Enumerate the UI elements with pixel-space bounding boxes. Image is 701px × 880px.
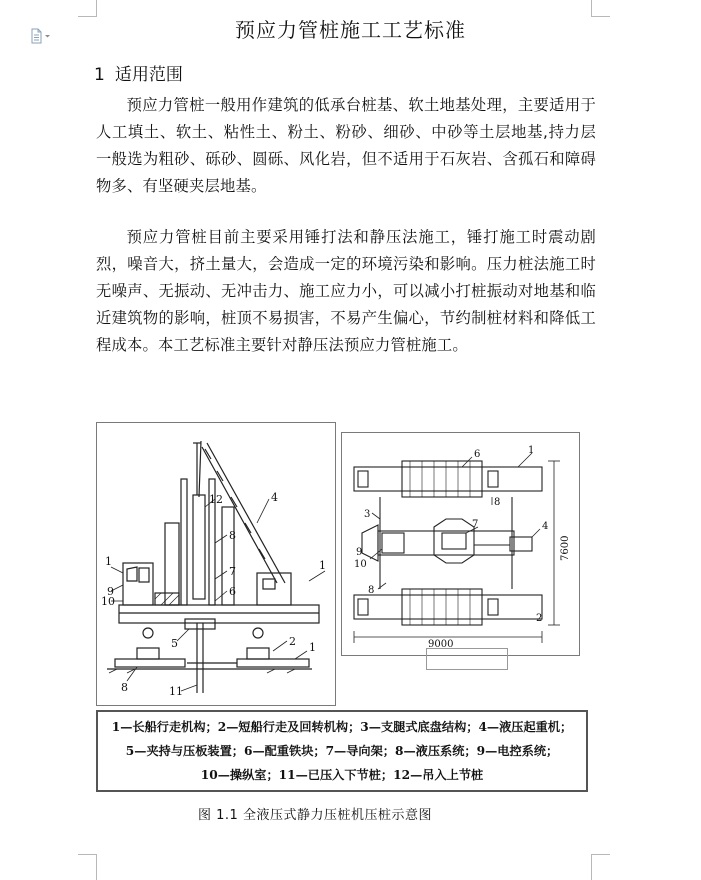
pile-driver-plan-drawing [342,433,579,655]
left-label-10: 10 [101,595,115,608]
left-label-9: 9 [107,585,114,598]
left-label-7: 7 [229,565,236,578]
left-label-8: 8 [229,529,236,542]
right-label-9: 9 [356,547,363,558]
pile-driver-side-drawing [97,423,335,705]
right-label-7: 7 [472,519,479,530]
figure-caption: 图 1.1 全液压式静力压桩机压桩示意图 [198,808,432,823]
legend-line-1: 1—长船行走机构；2—短船行走及回转机构；3—支腿式底盘结构；4—液压起重机； [111,720,573,734]
dimension-width: 9000 [428,639,454,650]
right-label-2: 2 [536,613,543,624]
left-label-1a: 1 [105,555,112,568]
legend-line-3: 10—操纵室；11—已压入下节桩；12—吊入上节桩 [200,768,484,782]
crop-mark-bottom-right [591,854,610,880]
paragraph-scope: 预应力管桩一般用作建筑的低承台桩基、软土地基处理，主要适用于人工填土、软土、粘性土、粉土、粉砂、细砂、中砂等土层地基,持力层一般选为粗砂、砾砂、圆砾、风化岩，但不适用于石灰岩、含孤石和障碍物多、有坚硬夹层地基。 [96,96,596,195]
figure-plan-view [341,432,580,656]
right-label-3: 3 [364,509,371,520]
paragraph-methods: 预应力管桩目前主要采用锤打法和静压法施工，锤打施工时震动剧烈，噪音大，挤土量大，会造成一定的环境污染和影响。压力桩法施工时无噪声、无振动、无冲击力、施工应力小，可以减小打桩振动对地基和临近建筑物的影响，桩顶不易损害，不易产生偏心，节约制桩材料和降低工程成本。本工艺标准主要针对静压法预应力管桩施工。 [96,228,596,354]
right-label-10: 10 [354,559,367,570]
left-label-1c: 1 [309,641,316,654]
right-label-8a: 8 [494,497,501,508]
right-label-6: 6 [474,449,481,460]
left-label-1b: 1 [319,559,326,572]
left-label-6: 6 [229,585,236,598]
left-label-8b: 8 [121,681,128,694]
left-label-12: 12 [209,493,223,506]
section-title: 适用范围 [114,65,183,85]
left-label-4: 4 [271,491,278,504]
right-label-4: 4 [542,521,549,532]
right-label-8b: 8 [368,585,375,596]
section-number: 1 [94,65,105,85]
right-label-1: 1 [528,445,535,456]
dimension-height: 7600 [560,535,571,561]
figure-legend [96,710,588,792]
left-label-11: 11 [169,685,183,698]
legend-line-2: 5—夹持与压板装置；6—配重铁块；7—导向架；8—液压系统；9—电控系统； [125,744,559,758]
figure-side-view [96,422,336,706]
section-heading [94,60,183,85]
crop-mark-bottom-left [78,854,97,880]
figure-placeholder-box [426,648,508,670]
left-label-2: 2 [289,635,296,648]
page-title: 预应力管桩施工工艺标准 [235,18,466,42]
left-label-5: 5 [171,637,178,650]
